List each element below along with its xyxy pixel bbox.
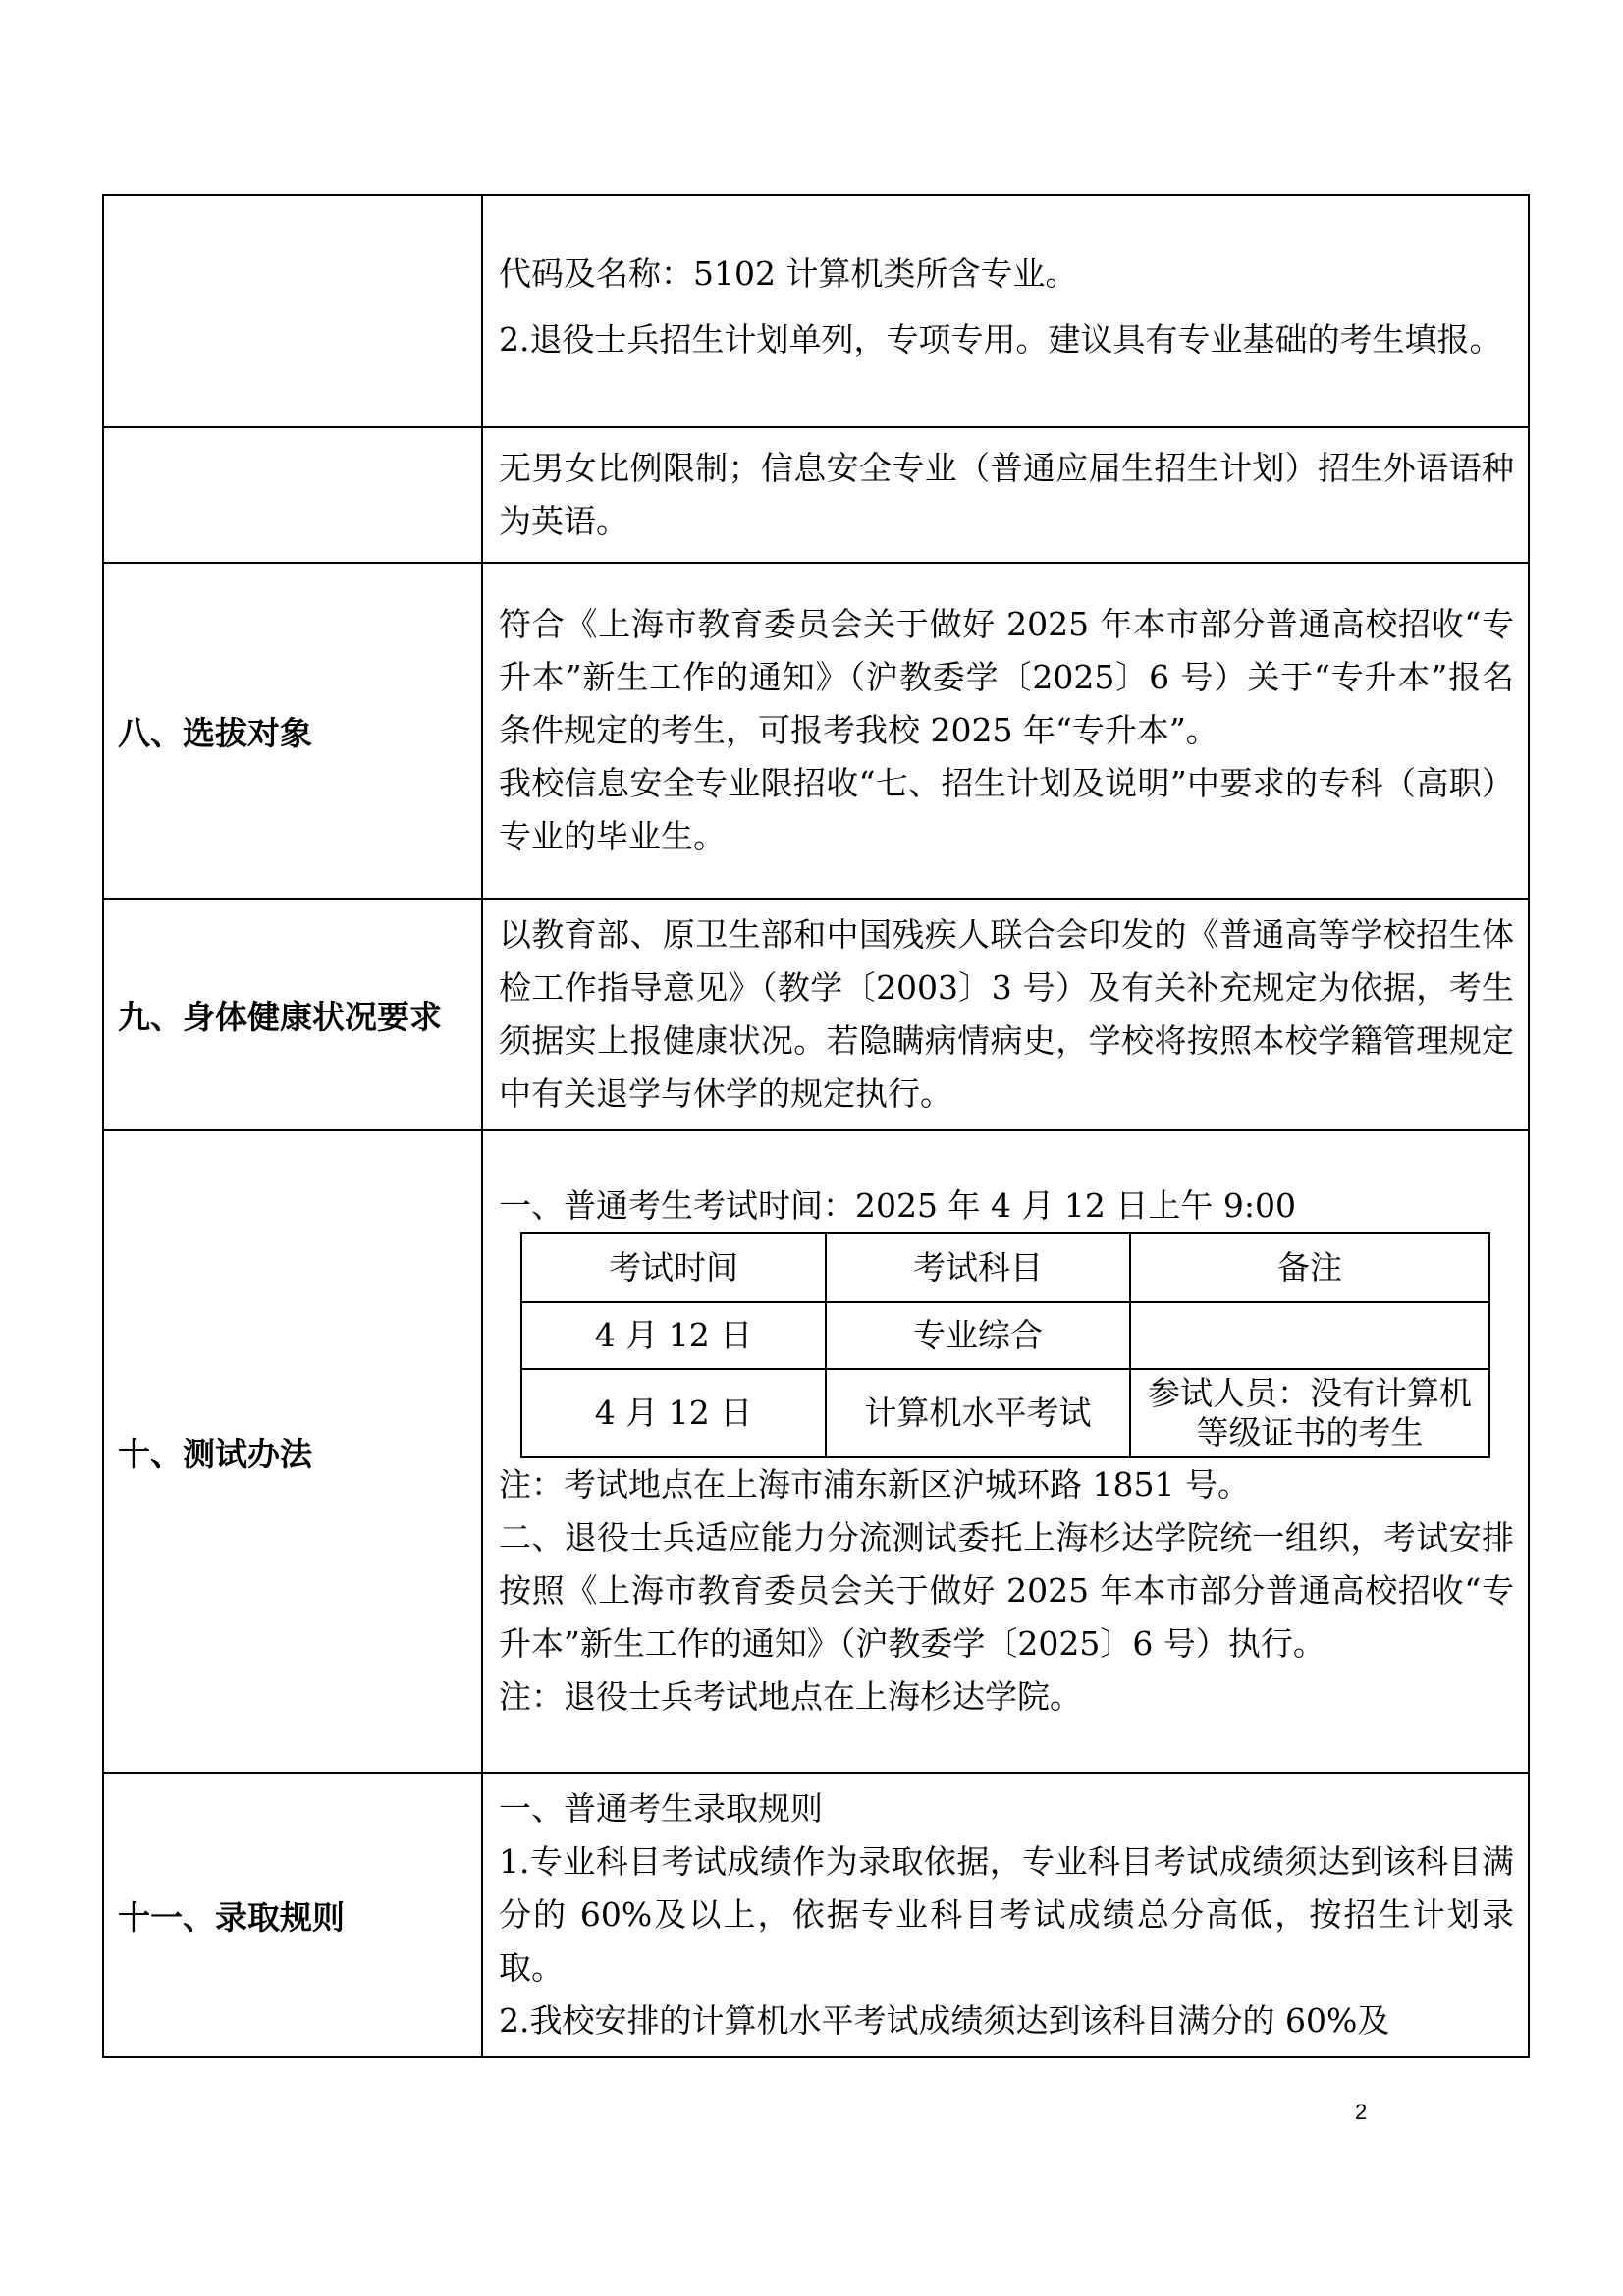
table-row bbox=[103, 899, 1529, 1130]
paragraph: 符合《上海市教育委员会关于做好 2025 年本市部分普通高校招收“专升本”新生工作的通知》（沪教委学〔2025〕6 号）关于“专升本”报名条件规定的考生，可报考我校 2025 年“专升本”。 bbox=[499, 605, 1514, 749]
exam-header-subject: 考试科目 bbox=[826, 1233, 1130, 1302]
exam-header-note: 备注 bbox=[1130, 1233, 1489, 1302]
exam-schedule-table bbox=[520, 1232, 1490, 1458]
row-content bbox=[482, 899, 1529, 1130]
exam-table-header-row bbox=[521, 1233, 1489, 1302]
admission-info-table bbox=[102, 194, 1530, 2058]
row-content bbox=[482, 1773, 1529, 2057]
exam-cell-note bbox=[1130, 1302, 1489, 1369]
table-row bbox=[103, 427, 1529, 563]
row-label: 九、身体健康状况要求 bbox=[103, 899, 482, 1130]
row-content bbox=[482, 195, 1529, 427]
paragraph: 1.专业科目考试成绩作为录取依据，专业科目考试成绩须达到该科目满分的 60%及以上，依据专业科目考试成绩总分高低，按招生计划录取。 bbox=[499, 1842, 1514, 1987]
paragraph: 2.退役士兵招生计划单列，专项专用。建议具有专业基础的考生填报。 bbox=[499, 320, 1502, 358]
page-number: 2 bbox=[1355, 2100, 1368, 2124]
row-content bbox=[482, 1130, 1529, 1773]
paragraph: 以教育部、原卫生部和中国残疾人联合会印发的《普通高等学校招生体检工作指导意见》（教学〔2003〕3 号）及有关补充规定为依据，考生须据实上报健康状况。若隐瞒病情病史，学校将按照本校学籍管理规定中有关退学与休学的规定执行。 bbox=[499, 915, 1514, 1113]
exam-time-intro: 一、普通考生考试时间：2025 年 4 月 12 日上午 9:00 bbox=[499, 1186, 1297, 1225]
paragraph: 注：考试地点在上海市浦东新区沪城环路 1851 号。 bbox=[499, 1465, 1250, 1503]
paragraph: 2.我校安排的计算机水平考试成绩须达到该科目满分的 60%及 bbox=[499, 2001, 1390, 2040]
paragraph: 一、普通考生录取规则 bbox=[499, 1789, 823, 1828]
paragraph: 无男女比例限制；信息安全专业（普通应届生招生计划）招生外语语种为英语。 bbox=[499, 449, 1514, 540]
exam-cell-time: 4 月 12 日 bbox=[521, 1302, 826, 1369]
exam-cell-subject: 计算机水平考试 bbox=[826, 1369, 1130, 1457]
row-content bbox=[482, 427, 1529, 563]
row-label: 十一、录取规则 bbox=[103, 1773, 482, 2057]
exam-cell-time: 4 月 12 日 bbox=[521, 1369, 826, 1457]
row-label bbox=[103, 427, 482, 563]
paragraph: 我校信息安全专业限招收“七、招生计划及说明”中要求的专科（高职）专业的毕业生。 bbox=[499, 764, 1514, 855]
exam-table-row bbox=[521, 1302, 1489, 1369]
row-label: 八、选拔对象 bbox=[103, 563, 482, 899]
row-label bbox=[103, 195, 482, 427]
table-row bbox=[103, 195, 1529, 427]
paragraph: 代码及名称：5102 计算机类所含专业。 bbox=[499, 254, 1078, 293]
exam-cell-subject: 专业综合 bbox=[826, 1302, 1130, 1369]
exam-header-time: 考试时间 bbox=[521, 1233, 826, 1302]
table-row bbox=[103, 1773, 1529, 2057]
paragraph: 注：退役士兵考试地点在上海杉达学院。 bbox=[499, 1677, 1082, 1716]
paragraph: 二、退役士兵适应能力分流测试委托上海杉达学院统一组织，考试安排按照《上海市教育委员会关于做好 2025 年本市部分普通高校招收“专升本”新生工作的通知》（沪教委学〔2025〕6 号）执行。 bbox=[499, 1518, 1514, 1663]
table-row bbox=[103, 1130, 1529, 1773]
table-row bbox=[103, 563, 1529, 899]
exam-cell-note: 参试人员：没有计算机等级证书的考生 bbox=[1130, 1369, 1489, 1457]
exam-table-row bbox=[521, 1369, 1489, 1457]
row-content bbox=[482, 563, 1529, 899]
row-label: 十、测试办法 bbox=[103, 1130, 482, 1773]
